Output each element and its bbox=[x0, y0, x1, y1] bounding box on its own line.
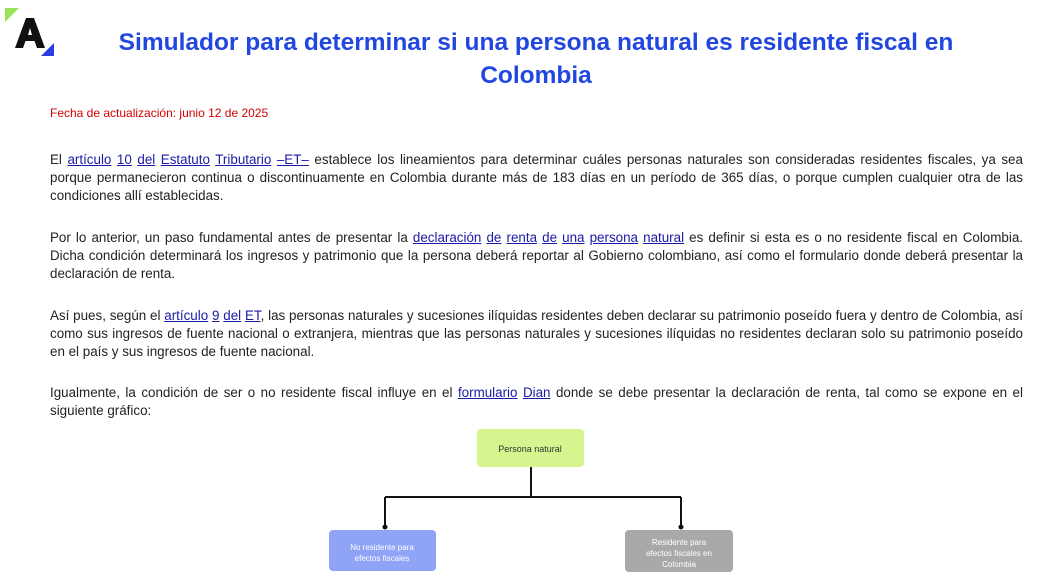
logo-green-corner bbox=[5, 8, 19, 22]
link-et[interactable]: ET bbox=[244, 308, 261, 323]
link-persona[interactable]: persona bbox=[589, 230, 639, 245]
link-articulo[interactable]: artículo bbox=[67, 152, 112, 167]
page-title: Simulador para determinar si una persona natural es residente fiscal en Colombia bbox=[118, 29, 954, 89]
connector-left-dot bbox=[383, 525, 388, 530]
connectors bbox=[385, 467, 681, 525]
link-del[interactable]: del bbox=[137, 152, 156, 167]
update-date: Fecha de actualización: junio 12 de 2025 bbox=[50, 106, 269, 120]
paragraph-3 bbox=[50, 307, 1023, 361]
paragraph-2 bbox=[50, 229, 1023, 283]
paragraph-4 bbox=[50, 384, 1023, 420]
paragraph-text: es definir si esta es o no residente fiscal en Colombia. Dicha condición determinará los ingresos y patrimonio que la persona deberá reportar al Gobierno colombiano, así como el formulario donde deberá presentar la declaración de renta. bbox=[50, 230, 1023, 281]
link-estatuto[interactable]: Estatuto bbox=[160, 152, 210, 167]
node-residente-label-line3: Colombia bbox=[662, 560, 696, 569]
node-persona-natural-label: Persona natural bbox=[498, 444, 562, 454]
link-del[interactable]: del bbox=[223, 308, 242, 323]
link-natural[interactable]: natural bbox=[643, 230, 685, 245]
node-no-residente-label-line1: No residente para bbox=[350, 543, 414, 552]
node-no-residente-label-line2: efectos fiscales bbox=[354, 554, 410, 563]
link-renta[interactable]: renta bbox=[506, 230, 538, 245]
link-et[interactable]: –ET– bbox=[276, 152, 309, 167]
link-dian[interactable]: Dian bbox=[522, 385, 551, 400]
paragraph-1 bbox=[50, 151, 1023, 205]
paragraph-text: Por lo anterior, un paso fundamental antes de presentar la bbox=[50, 230, 413, 245]
link-de[interactable]: de bbox=[542, 230, 558, 245]
link-10[interactable]: 10 bbox=[116, 152, 132, 167]
node-residente-label-line2: efectos fiscales en bbox=[646, 549, 712, 558]
paragraph-text: establece los lineamientos para determinar cuáles personas naturales son consideradas residentes fiscales, ya sea porque permanecieron continua o discontinuamente en Colombia durante más de 183 días en un período de 365 días, o porque cumplen cualquier otra de las condiciones allí establecidas. bbox=[50, 152, 1023, 203]
link-formulario[interactable]: formulario bbox=[457, 385, 518, 400]
link-declaracion[interactable]: declaración bbox=[412, 230, 482, 245]
paragraph-text: donde se debe presentar la declaración de renta, tal como se expone en el siguiente gráfico: bbox=[50, 385, 1023, 418]
link-una[interactable]: una bbox=[562, 230, 585, 245]
paragraph-text: El bbox=[50, 152, 68, 167]
link-de[interactable]: de bbox=[486, 230, 502, 245]
paragraph-text: Igualmente, la condición de ser o no residente fiscal influye en el bbox=[50, 385, 458, 400]
node-residente-label-line1: Residente para bbox=[651, 538, 707, 547]
link-9[interactable]: 9 bbox=[212, 308, 220, 323]
paragraph-text: , las personas naturales y sucesiones ilíquidas residentes deben declarar su patrimonio poseído fuera y dentro de Colombia, así como sus ingresos de fuente nacional o extranjera, mientras que las personas naturales y sucesiones ilíquidas no residentes declaran solo su patrimonio poseído en el país y sus ingresos de fuente nacional. bbox=[50, 308, 1023, 359]
link-tributario[interactable]: Tributario bbox=[215, 152, 272, 167]
connector-right-dot bbox=[679, 525, 684, 530]
actualicese-logo-icon[interactable] bbox=[5, 8, 57, 60]
link-articulo[interactable]: artículo bbox=[164, 308, 209, 323]
paragraph-text: Así pues, según el bbox=[50, 308, 165, 323]
